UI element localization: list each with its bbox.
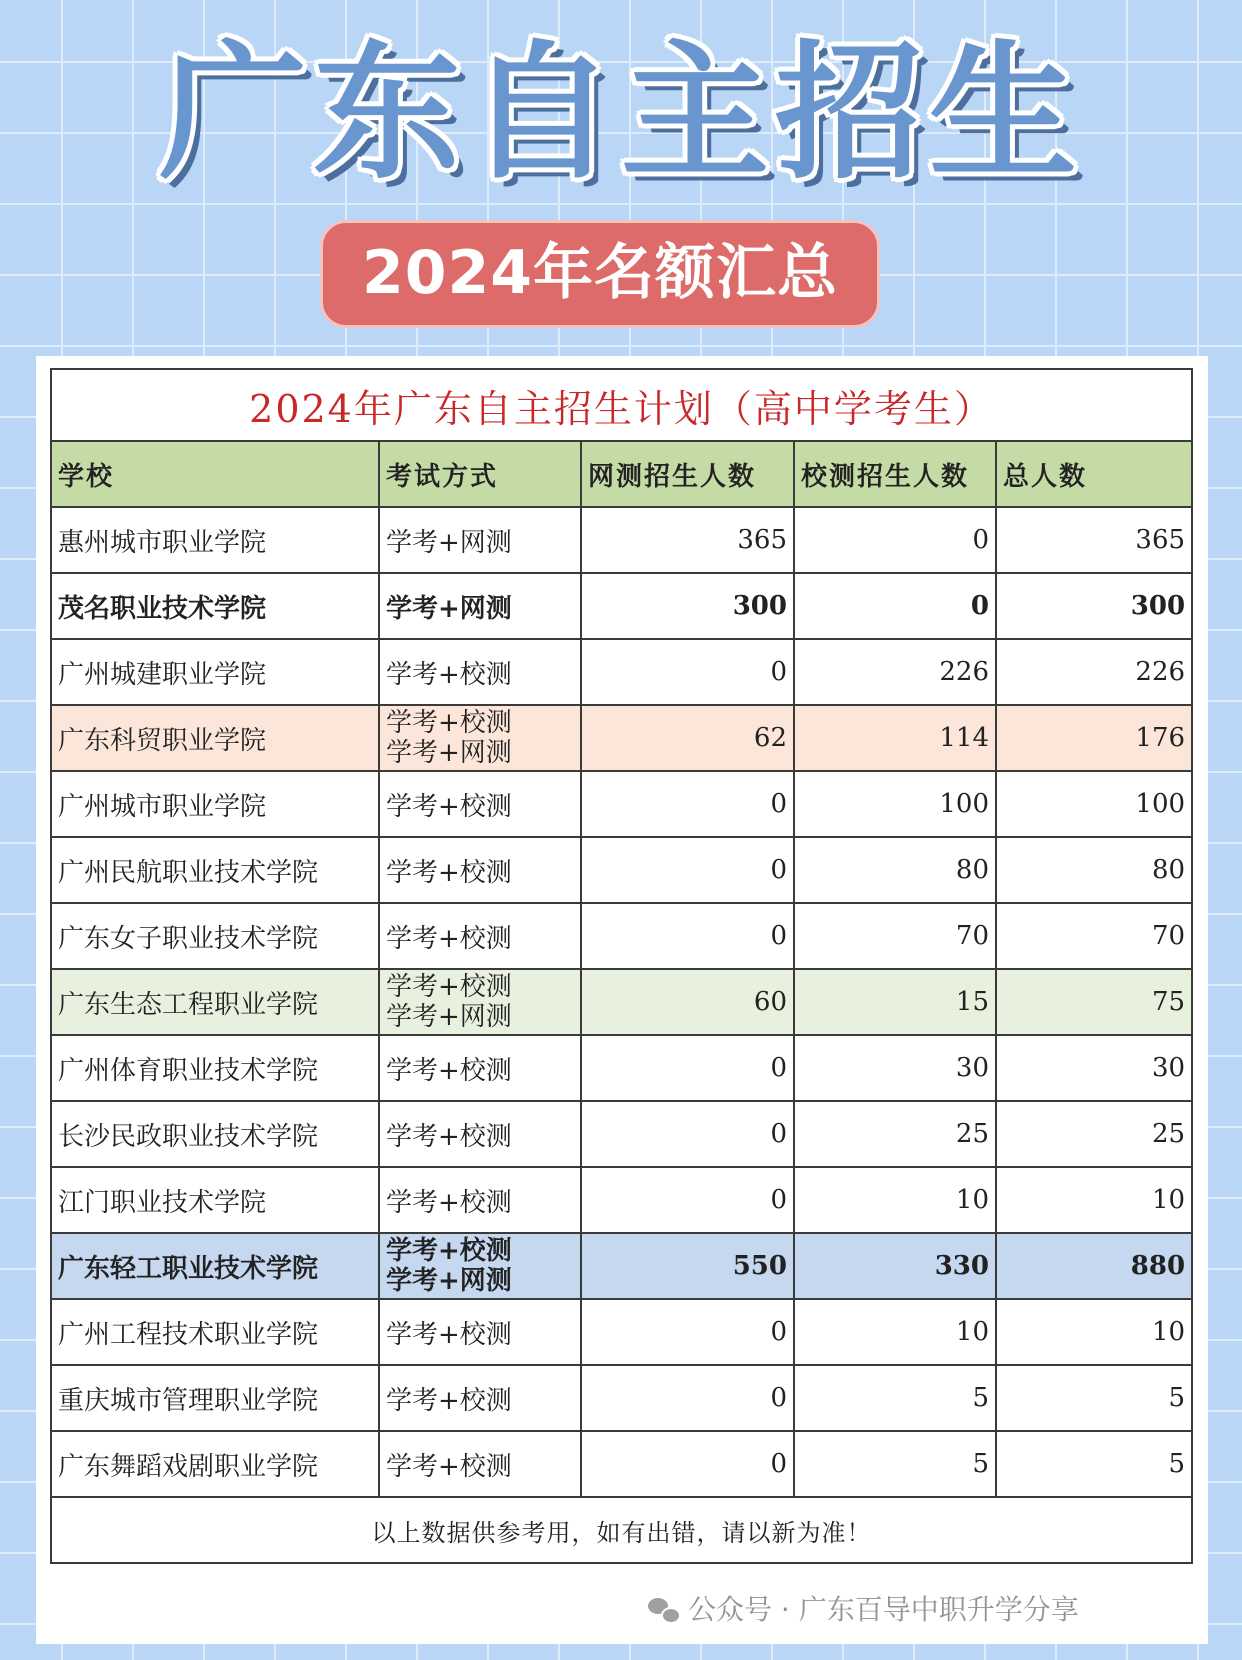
campus-count-cell: 30 (794, 1035, 996, 1101)
method-text: 学考+校测 (386, 1187, 512, 1218)
table-row (51, 837, 1192, 903)
total-count-cell: 75 (996, 969, 1192, 1035)
table-footnote: 以上数据供参考用，如有出错，请以新为准！ (51, 1497, 1192, 1563)
method-cell (379, 639, 581, 705)
total-count-cell: 70 (996, 903, 1192, 969)
subtitle-badge: 2024年名额汇总 (320, 220, 880, 328)
table-footnote-row (51, 1497, 1192, 1563)
method-text: 学考+网测 (386, 1002, 512, 1032)
method-text: 学考+校测 (386, 1121, 512, 1152)
total-count-cell: 80 (996, 837, 1192, 903)
table-caption: 2024年广东自主招生计划（高中学考生） (51, 369, 1192, 441)
table-row (51, 1167, 1192, 1233)
table-header-row (51, 441, 1192, 507)
method-cell (379, 771, 581, 837)
column-header-total: 总人数 (996, 441, 1192, 507)
school-cell: 广州工程技术职业学院 (51, 1299, 379, 1365)
online-count-cell: 0 (581, 1365, 794, 1431)
online-count-cell: 0 (581, 1299, 794, 1365)
table-caption-row (51, 369, 1192, 441)
method-cell (379, 1101, 581, 1167)
method-text: 学考+校测 (386, 857, 512, 888)
method-text: 学考+网测 (386, 527, 512, 558)
method-text: 学考+校测 (386, 1385, 512, 1416)
table-row (51, 705, 1192, 771)
method-text: 学考+校测 (386, 1055, 512, 1086)
total-count-cell: 176 (996, 705, 1192, 771)
table-row (51, 1299, 1192, 1365)
school-cell: 惠州城市职业学院 (51, 507, 379, 573)
table-row (51, 1233, 1192, 1299)
school-cell: 广东女子职业技术学院 (51, 903, 379, 969)
online-count-cell: 0 (581, 1431, 794, 1497)
table-row (51, 1101, 1192, 1167)
school-cell: 江门职业技术学院 (51, 1167, 379, 1233)
total-count-cell: 10 (996, 1167, 1192, 1233)
school-cell: 长沙民政职业技术学院 (51, 1101, 379, 1167)
campus-count-cell: 25 (794, 1101, 996, 1167)
school-cell: 广州城市职业学院 (51, 771, 379, 837)
method-text: 学考+网测 (386, 1266, 512, 1296)
online-count-cell: 0 (581, 1035, 794, 1101)
method-cell (379, 837, 581, 903)
online-count-cell: 550 (581, 1233, 794, 1299)
online-count-cell: 0 (581, 903, 794, 969)
total-count-cell: 25 (996, 1101, 1192, 1167)
online-count-cell: 365 (581, 507, 794, 573)
table-row (51, 507, 1192, 573)
method-text: 学考+校测 (386, 708, 512, 738)
method-text: 学考+网测 (386, 593, 512, 624)
column-header-campus: 校测招生人数 (794, 441, 996, 507)
total-count-cell: 226 (996, 639, 1192, 705)
method-text: 学考+校测 (386, 1236, 512, 1266)
table-row (51, 1431, 1192, 1497)
online-count-cell: 0 (581, 771, 794, 837)
method-cell (379, 969, 581, 1035)
method-text: 学考+校测 (386, 659, 512, 690)
online-count-cell: 62 (581, 705, 794, 771)
school-cell: 广州体育职业技术学院 (51, 1035, 379, 1101)
school-cell: 茂名职业技术学院 (51, 573, 379, 639)
table-row (51, 1035, 1192, 1101)
campus-count-cell: 15 (794, 969, 996, 1035)
method-cell (379, 705, 581, 771)
total-count-cell: 30 (996, 1035, 1192, 1101)
method-cell (379, 1167, 581, 1233)
column-header-school: 学校 (51, 441, 379, 507)
school-cell: 重庆城市管理职业学院 (51, 1365, 379, 1431)
campus-count-cell: 10 (794, 1299, 996, 1365)
school-cell: 广东舞蹈戏剧职业学院 (51, 1431, 379, 1497)
table-row (51, 903, 1192, 969)
campus-count-cell: 330 (794, 1233, 996, 1299)
school-cell: 广东轻工职业技术学院 (51, 1233, 379, 1299)
table-row (51, 771, 1192, 837)
method-cell (379, 1299, 581, 1365)
total-count-cell: 365 (996, 507, 1192, 573)
total-count-cell: 100 (996, 771, 1192, 837)
wechat-icon (648, 1598, 678, 1622)
total-count-cell: 10 (996, 1299, 1192, 1365)
campus-count-cell: 5 (794, 1365, 996, 1431)
school-cell: 广州民航职业技术学院 (51, 837, 379, 903)
method-cell (379, 1233, 581, 1299)
campus-count-cell: 80 (794, 837, 996, 903)
total-count-cell: 300 (996, 573, 1192, 639)
school-cell: 广州城建职业学院 (51, 639, 379, 705)
column-header-method: 考试方式 (379, 441, 581, 507)
method-cell (379, 573, 581, 639)
campus-count-cell: 100 (794, 771, 996, 837)
column-header-online: 网测招生人数 (581, 441, 794, 507)
campus-count-cell: 114 (794, 705, 996, 771)
method-text: 学考+校测 (386, 791, 512, 822)
school-cell: 广东科贸职业学院 (51, 705, 379, 771)
campus-count-cell: 70 (794, 903, 996, 969)
method-cell (379, 1365, 581, 1431)
campus-count-cell: 0 (794, 573, 996, 639)
campus-count-cell: 0 (794, 507, 996, 573)
total-count-cell: 5 (996, 1365, 1192, 1431)
online-count-cell: 0 (581, 1101, 794, 1167)
method-text: 学考+校测 (386, 1319, 512, 1350)
table-row (51, 969, 1192, 1035)
online-count-cell: 60 (581, 969, 794, 1035)
campus-count-cell: 10 (794, 1167, 996, 1233)
method-text: 学考+校测 (386, 972, 512, 1002)
online-count-cell: 300 (581, 573, 794, 639)
method-cell (379, 1431, 581, 1497)
table-row (51, 1365, 1192, 1431)
page-title: 广东自主招生 (159, 27, 1083, 199)
watermark (648, 1588, 1079, 1628)
method-cell (379, 903, 581, 969)
method-cell (379, 507, 581, 573)
online-count-cell: 0 (581, 639, 794, 705)
online-count-cell: 0 (581, 1167, 794, 1233)
table-row (51, 573, 1192, 639)
enrollment-table (50, 368, 1193, 1564)
campus-count-cell: 5 (794, 1431, 996, 1497)
campus-count-cell: 226 (794, 639, 996, 705)
method-text: 学考+校测 (386, 923, 512, 954)
watermark-text: 公众号 · 广东百导中职升学分享 (688, 1593, 1079, 1626)
table-row (51, 639, 1192, 705)
online-count-cell: 0 (581, 837, 794, 903)
school-cell: 广东生态工程职业学院 (51, 969, 379, 1035)
method-cell (379, 1035, 581, 1101)
method-text: 学考+网测 (386, 738, 512, 768)
method-text: 学考+校测 (386, 1451, 512, 1482)
total-count-cell: 880 (996, 1233, 1192, 1299)
total-count-cell: 5 (996, 1431, 1192, 1497)
